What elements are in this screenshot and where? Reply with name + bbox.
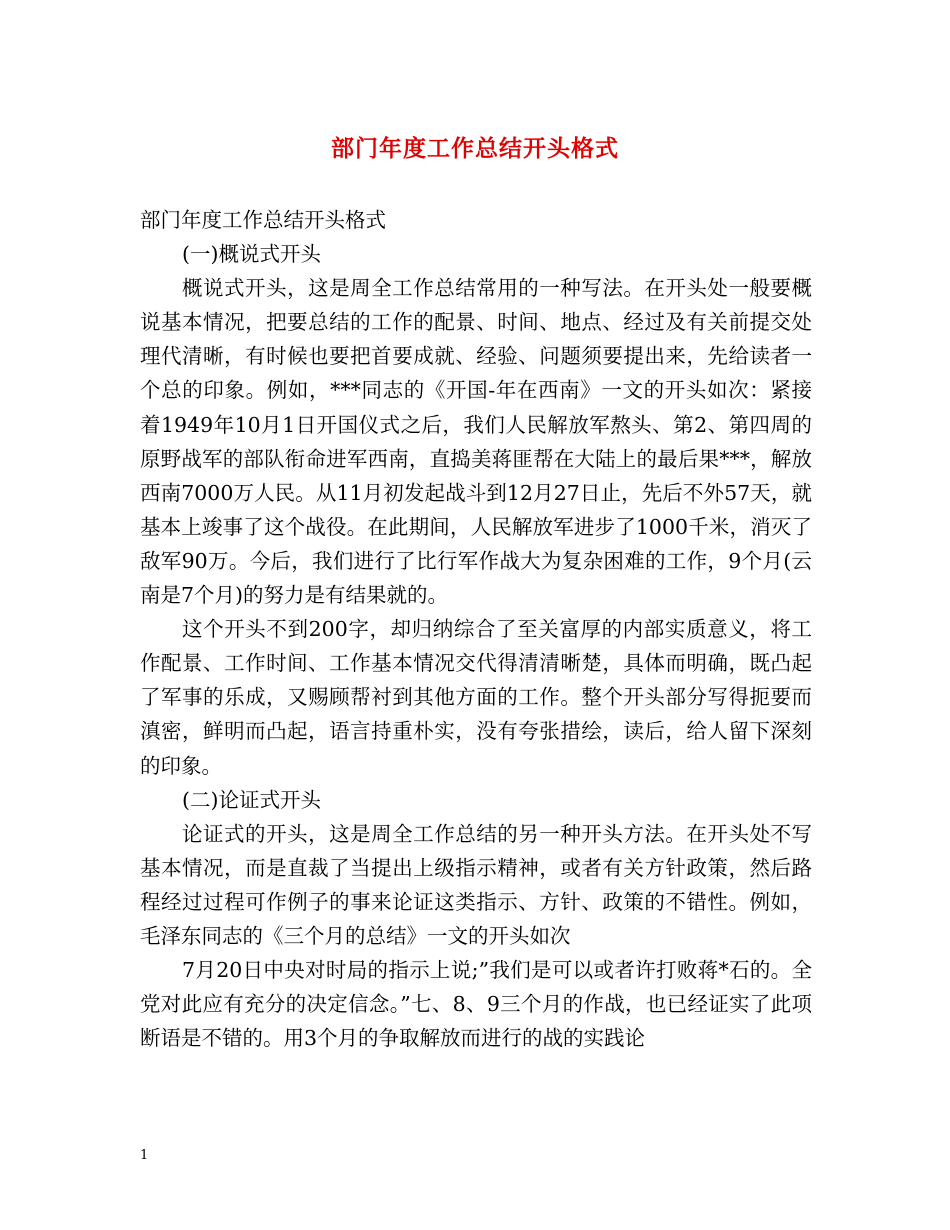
document-body — [140, 203, 812, 1055]
document-title: 部门年度工作总结开头格式 — [331, 136, 619, 162]
paragraph-3: 论证式的开头，这是周全工作总结的另一种开头方法。在开头处不写基本情况，而是直裁了当提出上级指示精神，或者有关方针政策，然后路程经过过程可作例子的事来论证这类指示、方针、政策的不错性。例如，毛泽东同志的《三个月的总结》一文的开头如次 — [140, 821, 812, 948]
paragraph-2: 这个开头不到200字，却归纳综合了至关富厚的内部实质意义，将工作配景、工作时间、工作基本情况交代得清清晰楚，具体而明确，既凸起了军事的乐成，又赐顾帮衬到其他方面的工作。整个开头部分写得扼要而滇密，鲜明而凸起，语言持重朴实，没有夸张措绘，读后，给人留下深刻的印象。 — [140, 617, 812, 778]
paragraph-1: 概说式开头，这是周全工作总结常用的一种写法。在开头处一般要概说基本情况，把要总结的工作的配景、时间、地点、经过及有关前提交处理代清晰，有时候也要把首要成就、经验、问题须要提出来，先给读者一个总的印象。例如，***同志的《开国-年在西南》一文的开头如次：紧接着1949年10月1日开国仪式之后，我们人民解放军熬头、第2、第四周的原野战军的部队衔命进军西南，直捣美蒋匪帮在大陆上的最后果***，解放西南7000万人民。从11月初发起战斗到12月27日止，先后不外57天，就基本上竣事了这个战役。在此期间，人民解放军进步了1000千米，消灭了敌军90万。今后，我们进行了比行军作战大为复杂困难的工作，9个月(云南是7个月)的努力是有结果就的。 — [140, 276, 812, 608]
page-number: 1 — [140, 1148, 149, 1163]
section-heading-2: (二)论证式开头 — [182, 787, 321, 812]
paragraph-4: 7月20日中央对时局的指示上说;”我们是可以或者许打败蒋*石的。全党对此应有充分的决定信念。”七、8、9三个月的作战，也已经证实了此项断语是不错的。用3个月的争取解放而进行的战的实践论 — [140, 958, 812, 1051]
section-heading-1: (一)概说式开头 — [182, 242, 321, 267]
document-subtitle: 部门年度工作总结开头格式 — [140, 208, 386, 232]
